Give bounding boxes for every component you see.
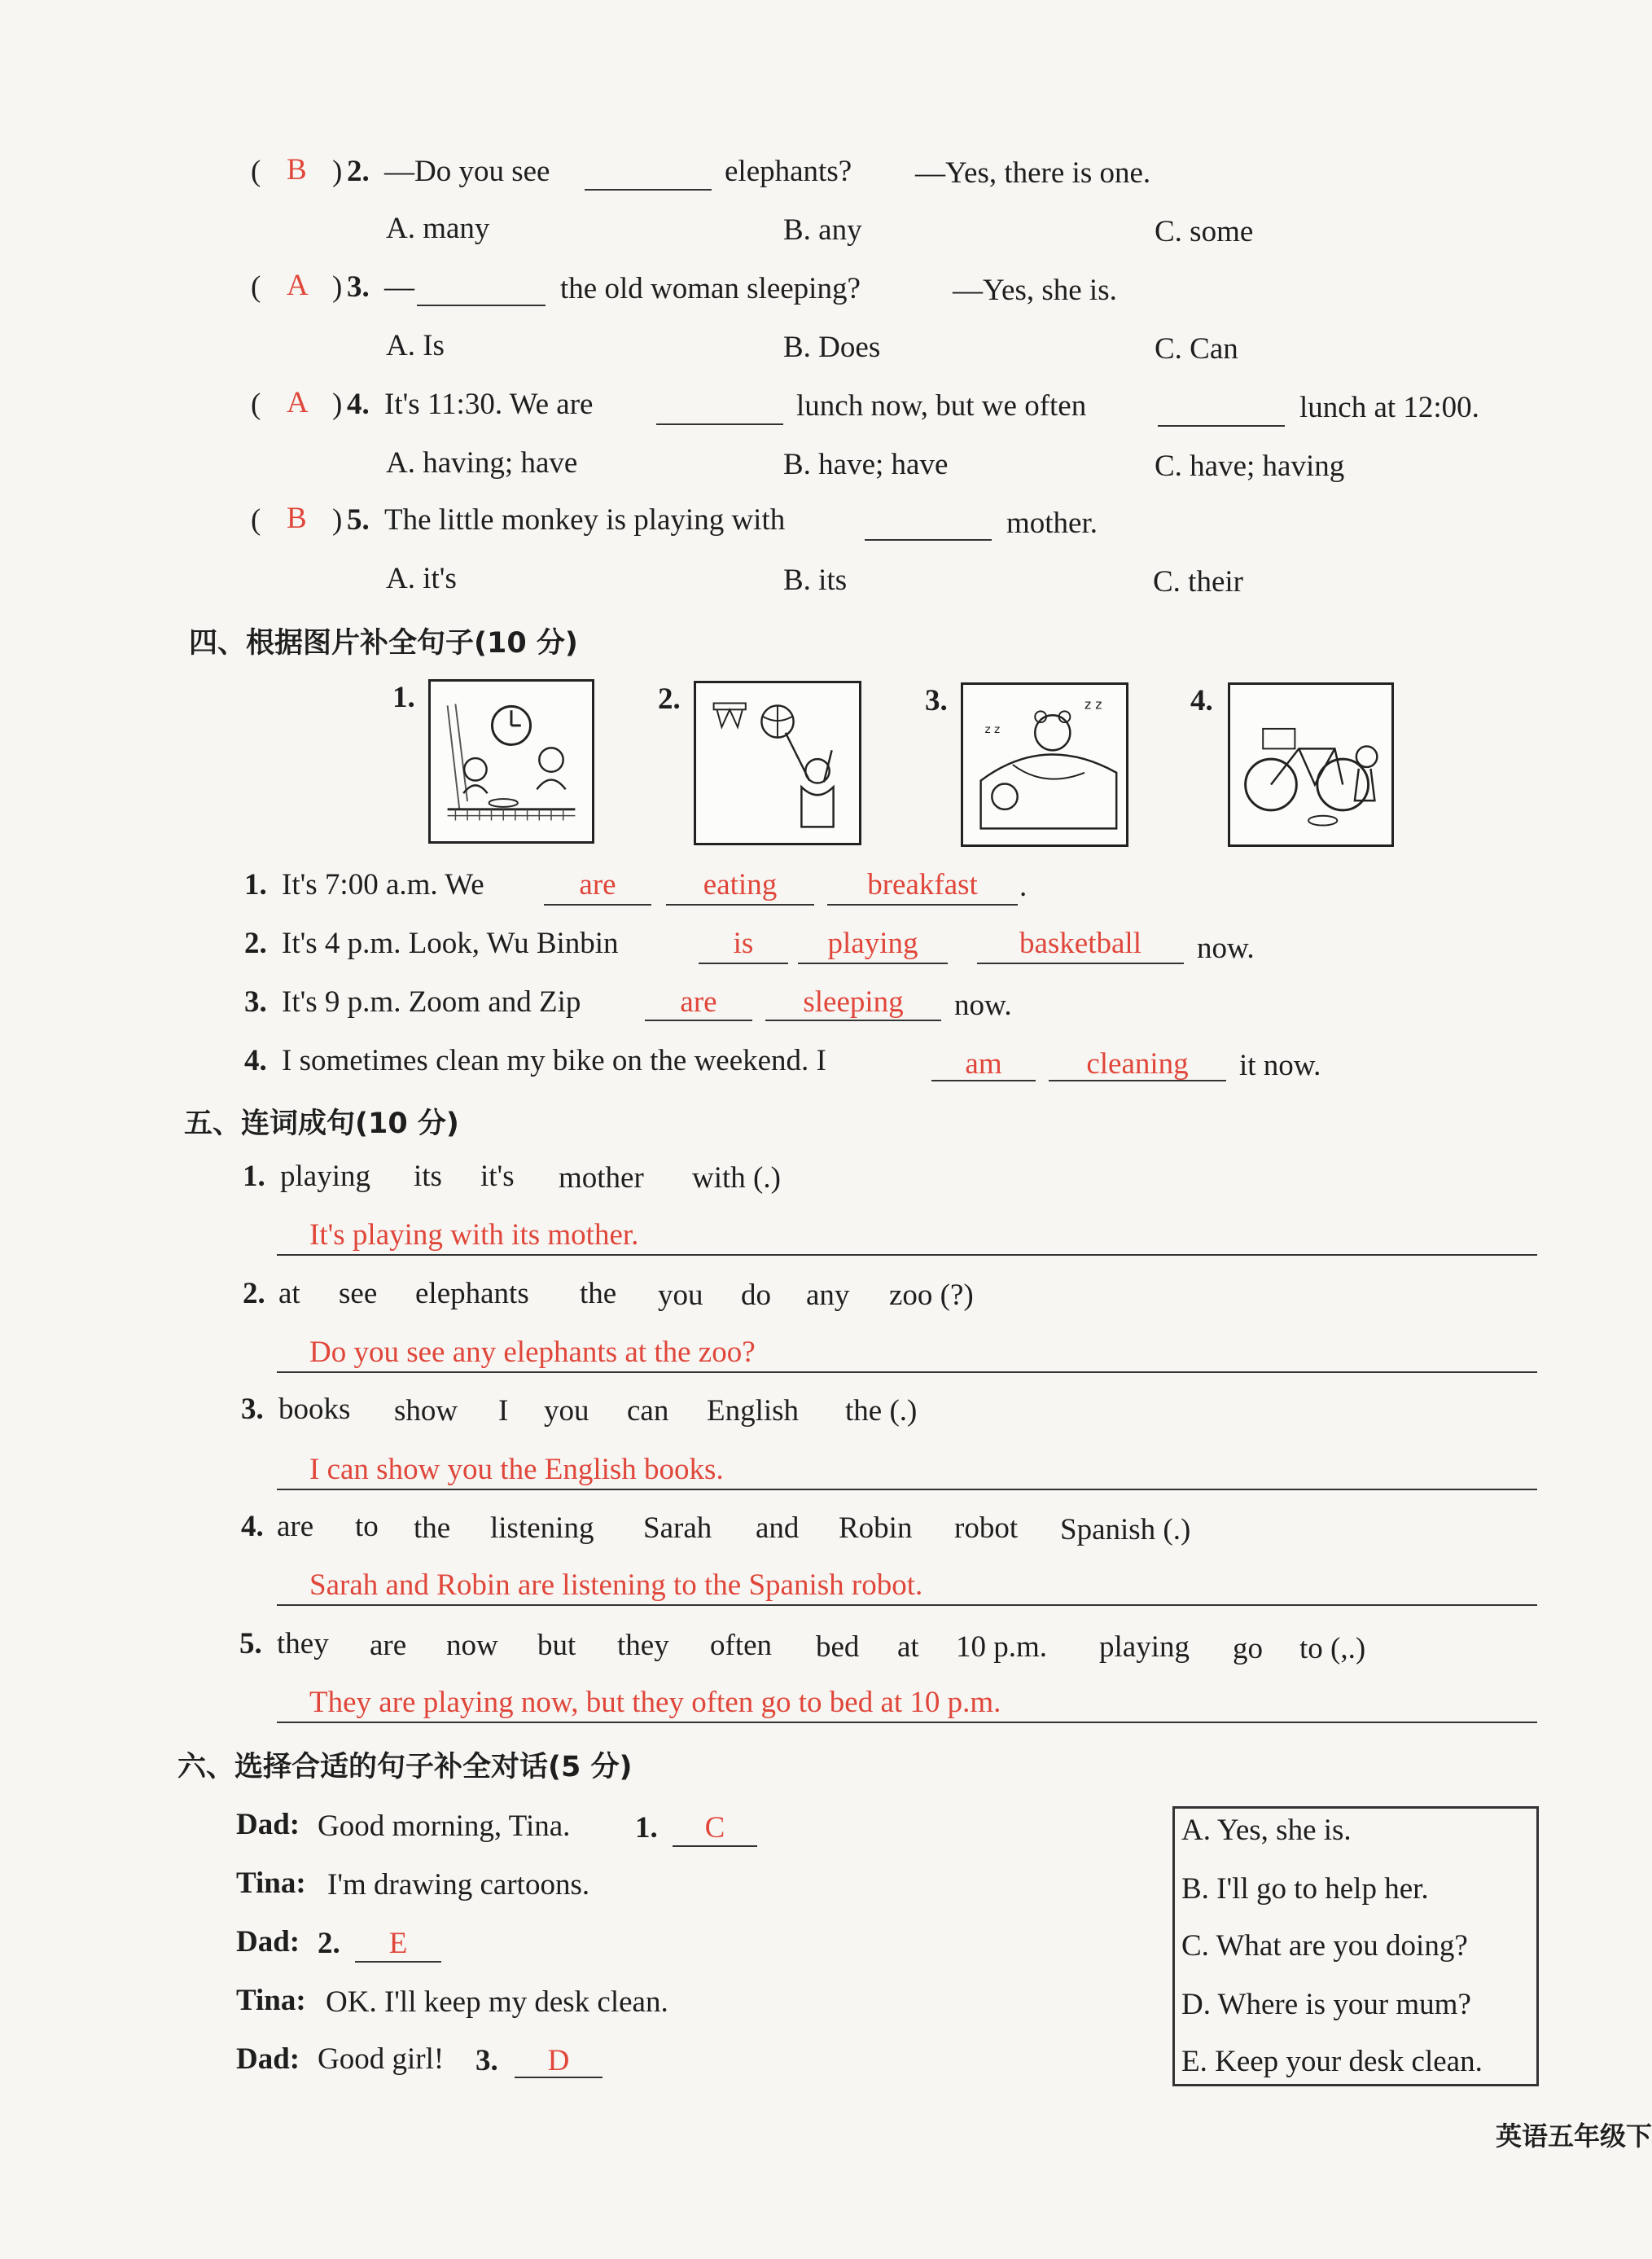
s4-3-number: 3. xyxy=(244,985,267,1019)
q3-option-a: A. Is xyxy=(386,329,445,362)
s5-2-line xyxy=(277,1371,1537,1373)
s4-1-blank-1 xyxy=(544,904,651,906)
s5-1-answer: It's playing with its mother. xyxy=(309,1218,639,1252)
q3-blank xyxy=(417,305,546,306)
s4-1-answer-1: are xyxy=(579,868,616,901)
page-footer: 英语五年级下 xyxy=(1495,2121,1652,2152)
s5-4-word: to xyxy=(355,1510,379,1543)
dialog-speaker: Dad: xyxy=(236,2042,300,2076)
q4-paren-close: ) xyxy=(332,388,343,421)
s4-1-answer-3: breakfast xyxy=(867,868,978,901)
dialog-blank-number: 3. xyxy=(475,2044,498,2077)
s5-5-word: 10 p.m. xyxy=(956,1630,1048,1664)
q3-answer: A xyxy=(287,269,309,302)
s5-5-word: go xyxy=(1233,1632,1263,1665)
s5-3-word: can xyxy=(627,1394,669,1428)
s4-4-answer-1: am xyxy=(965,1047,1002,1081)
q5-option-a: A. it's xyxy=(386,562,457,595)
picture-4-number: 4. xyxy=(1190,684,1213,717)
s5-2-word: any xyxy=(806,1279,850,1312)
s5-5-word: often xyxy=(710,1629,773,1662)
s5-5-word: to (,.) xyxy=(1299,1632,1366,1665)
s5-4-word: the xyxy=(414,1511,451,1545)
s5-4-word: listening xyxy=(490,1511,594,1545)
s5-1-word: playing xyxy=(280,1160,370,1193)
s5-1-line xyxy=(277,1254,1537,1256)
q3-number: 3. xyxy=(347,270,370,304)
s4-2-answer-3: basketball xyxy=(1019,927,1142,960)
s5-2-number: 2. xyxy=(243,1277,265,1310)
s4-3-text: It's 9 p.m. Zoom and Zip xyxy=(282,985,581,1019)
s5-4-number: 4. xyxy=(241,1510,264,1543)
s4-1-text: It's 7:00 a.m. We xyxy=(282,868,484,901)
svg-text:z z: z z xyxy=(1085,696,1102,713)
s5-3-number: 3. xyxy=(241,1393,264,1426)
dialog-text: I'm drawing cartoons. xyxy=(327,1868,590,1902)
s5-4-word: and xyxy=(756,1511,800,1545)
picture-1-number: 1. xyxy=(392,681,415,714)
dialog-speaker: Dad: xyxy=(236,1808,300,1841)
q4-stem-a: It's 11:30. We are xyxy=(384,388,594,421)
q2-blank xyxy=(585,189,712,191)
s5-4-answer: Sarah and Robin are listening to the Spanish robot. xyxy=(309,1568,923,1602)
option-a: A. Yes, she is. xyxy=(1181,1814,1352,1847)
q5-number: 5. xyxy=(347,503,370,537)
q4-stem-b: lunch now, but we often xyxy=(796,389,1087,423)
s5-2-word: the xyxy=(580,1277,617,1310)
s5-2-word: at xyxy=(278,1277,300,1310)
s5-4-word: Robin xyxy=(839,1511,913,1545)
s5-5-word: are xyxy=(370,1629,407,1662)
picture-3-number: 3. xyxy=(925,684,948,717)
q4-answer: A xyxy=(287,386,309,419)
s4-2-answer-1: is xyxy=(733,927,754,960)
q5-option-c: C. their xyxy=(1153,565,1243,599)
s4-1-answer-2: eating xyxy=(703,868,778,901)
q4-blank-2 xyxy=(1158,425,1285,427)
q4-stem-c: lunch at 12:00. xyxy=(1299,391,1479,424)
dialog-blank-number: 2. xyxy=(318,1927,340,1960)
s5-4-line xyxy=(277,1604,1537,1606)
dialog-speaker: Dad: xyxy=(236,1925,300,1959)
boy-cleaning-bike-icon xyxy=(1228,682,1394,847)
s5-4-word: Spanish (.) xyxy=(1060,1513,1191,1546)
picture-2-number: 2. xyxy=(658,682,681,716)
s4-2-blank-3 xyxy=(977,963,1184,964)
s4-3-end: now. xyxy=(954,989,1012,1022)
q2-option-c: C. some xyxy=(1155,215,1254,248)
q5-stem-a: The little monkey is playing with xyxy=(384,503,786,537)
dialog-text: OK. I'll keep my desk clean. xyxy=(326,1985,668,2019)
s5-3-word: show xyxy=(394,1394,458,1428)
s5-1-number: 1. xyxy=(243,1160,265,1193)
svg-text:z z: z z xyxy=(984,722,1001,736)
q5-paren-open: ( xyxy=(251,503,261,537)
s4-3-answer-1: are xyxy=(680,985,717,1019)
q4-option-a: A. having; have xyxy=(386,446,578,480)
option-c: C. What are you doing? xyxy=(1181,1929,1468,1963)
s5-3-word: English xyxy=(707,1394,800,1428)
s4-2-blank-1 xyxy=(699,963,788,964)
s4-4-number: 4. xyxy=(244,1044,267,1077)
s5-5-word: playing xyxy=(1099,1630,1190,1664)
s5-3-answer: I can show you the English books. xyxy=(309,1453,724,1486)
q4-blank-1 xyxy=(656,423,783,425)
family-breakfast-icon xyxy=(428,679,594,844)
section5-title: 五、连词成句(10 分) xyxy=(184,1108,459,1140)
s4-4-end: it now. xyxy=(1239,1049,1321,1082)
s4-2-blank-2 xyxy=(798,963,948,964)
s5-5-word: they xyxy=(617,1629,669,1662)
s5-5-word: now xyxy=(446,1629,498,1662)
s4-2-text: It's 4 p.m. Look, Wu Binbin xyxy=(282,927,619,960)
s5-5-answer: They are playing now, but they often go to bed at 10 p.m. xyxy=(309,1686,1001,1719)
s5-3-line xyxy=(277,1489,1537,1490)
dialog-answer-1: C xyxy=(704,1811,725,1844)
dialog-text: Good morning, Tina. xyxy=(318,1809,571,1843)
s4-1-blank-3 xyxy=(827,904,1018,906)
sleeping-bears-icon xyxy=(961,682,1128,847)
options-box xyxy=(1172,1806,1539,2086)
s5-2-word: elephants xyxy=(415,1277,529,1310)
q3-option-b: B. Does xyxy=(783,331,881,364)
q3-paren-close: ) xyxy=(332,270,343,304)
s5-3-word: I xyxy=(498,1394,509,1428)
s5-2-word: you xyxy=(658,1279,703,1312)
s4-3-answer-2: sleeping xyxy=(803,985,904,1019)
s5-3-word: the (.) xyxy=(845,1394,918,1428)
s5-1-word: it's xyxy=(480,1160,515,1193)
q5-stem-b: mother. xyxy=(1006,507,1098,540)
q3-option-c: C. Can xyxy=(1155,332,1238,366)
s5-5-word: but xyxy=(537,1629,576,1662)
s4-2-number: 2. xyxy=(244,927,267,960)
basketball-player-icon xyxy=(694,681,861,845)
q2-option-b: B. any xyxy=(783,213,862,247)
s5-1-word: its xyxy=(414,1160,442,1193)
s4-4-answer-2: cleaning xyxy=(1086,1047,1189,1081)
q2-paren-open: ( xyxy=(251,155,261,188)
q4-number: 4. xyxy=(347,388,370,421)
q2-number: 2. xyxy=(347,155,370,188)
q5-blank xyxy=(865,539,992,541)
dialog-speaker: Tina: xyxy=(236,1984,306,2017)
dialog-blank-2 xyxy=(355,1961,441,1963)
q5-paren-close: ) xyxy=(332,503,343,537)
s4-2-answer-2: playing xyxy=(827,927,918,960)
s5-1-word: with (.) xyxy=(692,1161,781,1195)
s5-4-word: Sarah xyxy=(643,1511,712,1545)
s5-5-word: they xyxy=(277,1627,329,1660)
dialog-speaker: Tina: xyxy=(236,1866,306,1900)
s5-2-word: zoo (?) xyxy=(889,1279,974,1312)
s5-2-word: see xyxy=(339,1277,378,1310)
q5-answer: B xyxy=(287,502,307,535)
q3-stem-a: — xyxy=(384,270,414,304)
s4-2-end: now. xyxy=(1197,932,1255,965)
q3-paren-open: ( xyxy=(251,270,261,304)
q5-option-b: B. its xyxy=(783,564,848,597)
q2-stem-b: elephants? xyxy=(725,155,852,188)
q2-answer: B xyxy=(287,153,307,186)
dialog-answer-2: E xyxy=(388,1927,408,1960)
q2-reply: —Yes, there is one. xyxy=(915,156,1151,190)
s5-4-word: are xyxy=(277,1510,314,1543)
dialog-blank-number: 1. xyxy=(635,1811,658,1844)
q4-paren-open: ( xyxy=(251,388,261,421)
s4-3-blank-1 xyxy=(645,1020,752,1021)
s5-2-answer: Do you see any elephants at the zoo? xyxy=(309,1336,756,1369)
option-b: B. I'll go to help her. xyxy=(1181,1872,1429,1906)
dialog-blank-1 xyxy=(673,1845,757,1847)
s5-1-word: mother xyxy=(559,1161,644,1195)
option-d: D. Where is your mum? xyxy=(1181,1988,1471,2021)
q3-reply: —Yes, she is. xyxy=(953,274,1117,307)
option-e: E. Keep your desk clean. xyxy=(1181,2045,1483,2078)
q2-option-a: A. many xyxy=(386,212,490,245)
s4-1-end: . xyxy=(1019,870,1028,903)
q2-paren-close: ) xyxy=(332,155,343,188)
s4-4-text: I sometimes clean my bike on the weekend. I xyxy=(282,1044,826,1077)
s5-3-word: books xyxy=(278,1393,351,1426)
s5-3-word: you xyxy=(544,1394,589,1428)
s4-1-blank-2 xyxy=(666,904,814,906)
s4-1-number: 1. xyxy=(244,868,267,901)
s5-4-word: robot xyxy=(954,1511,1019,1545)
q3-stem-b: the old woman sleeping? xyxy=(560,272,861,305)
s5-5-number: 5. xyxy=(239,1627,262,1660)
q4-option-c: C. have; having xyxy=(1155,450,1345,483)
q4-option-b: B. have; have xyxy=(783,448,949,481)
dialog-text: Good girl! xyxy=(318,2042,445,2076)
section4-title: 四、根据图片补全句子(10 分) xyxy=(189,627,578,660)
s5-5-line xyxy=(277,1722,1537,1723)
q2-stem-a: —Do you see xyxy=(384,155,550,188)
s5-2-word: do xyxy=(741,1279,771,1312)
section6-title: 六、选择合适的句子补全对话(5 分) xyxy=(177,1751,633,1783)
s4-3-blank-2 xyxy=(765,1020,941,1021)
s5-5-word: at xyxy=(897,1630,919,1664)
dialog-answer-3: D xyxy=(547,2044,570,2077)
s5-5-word: bed xyxy=(816,1630,860,1664)
